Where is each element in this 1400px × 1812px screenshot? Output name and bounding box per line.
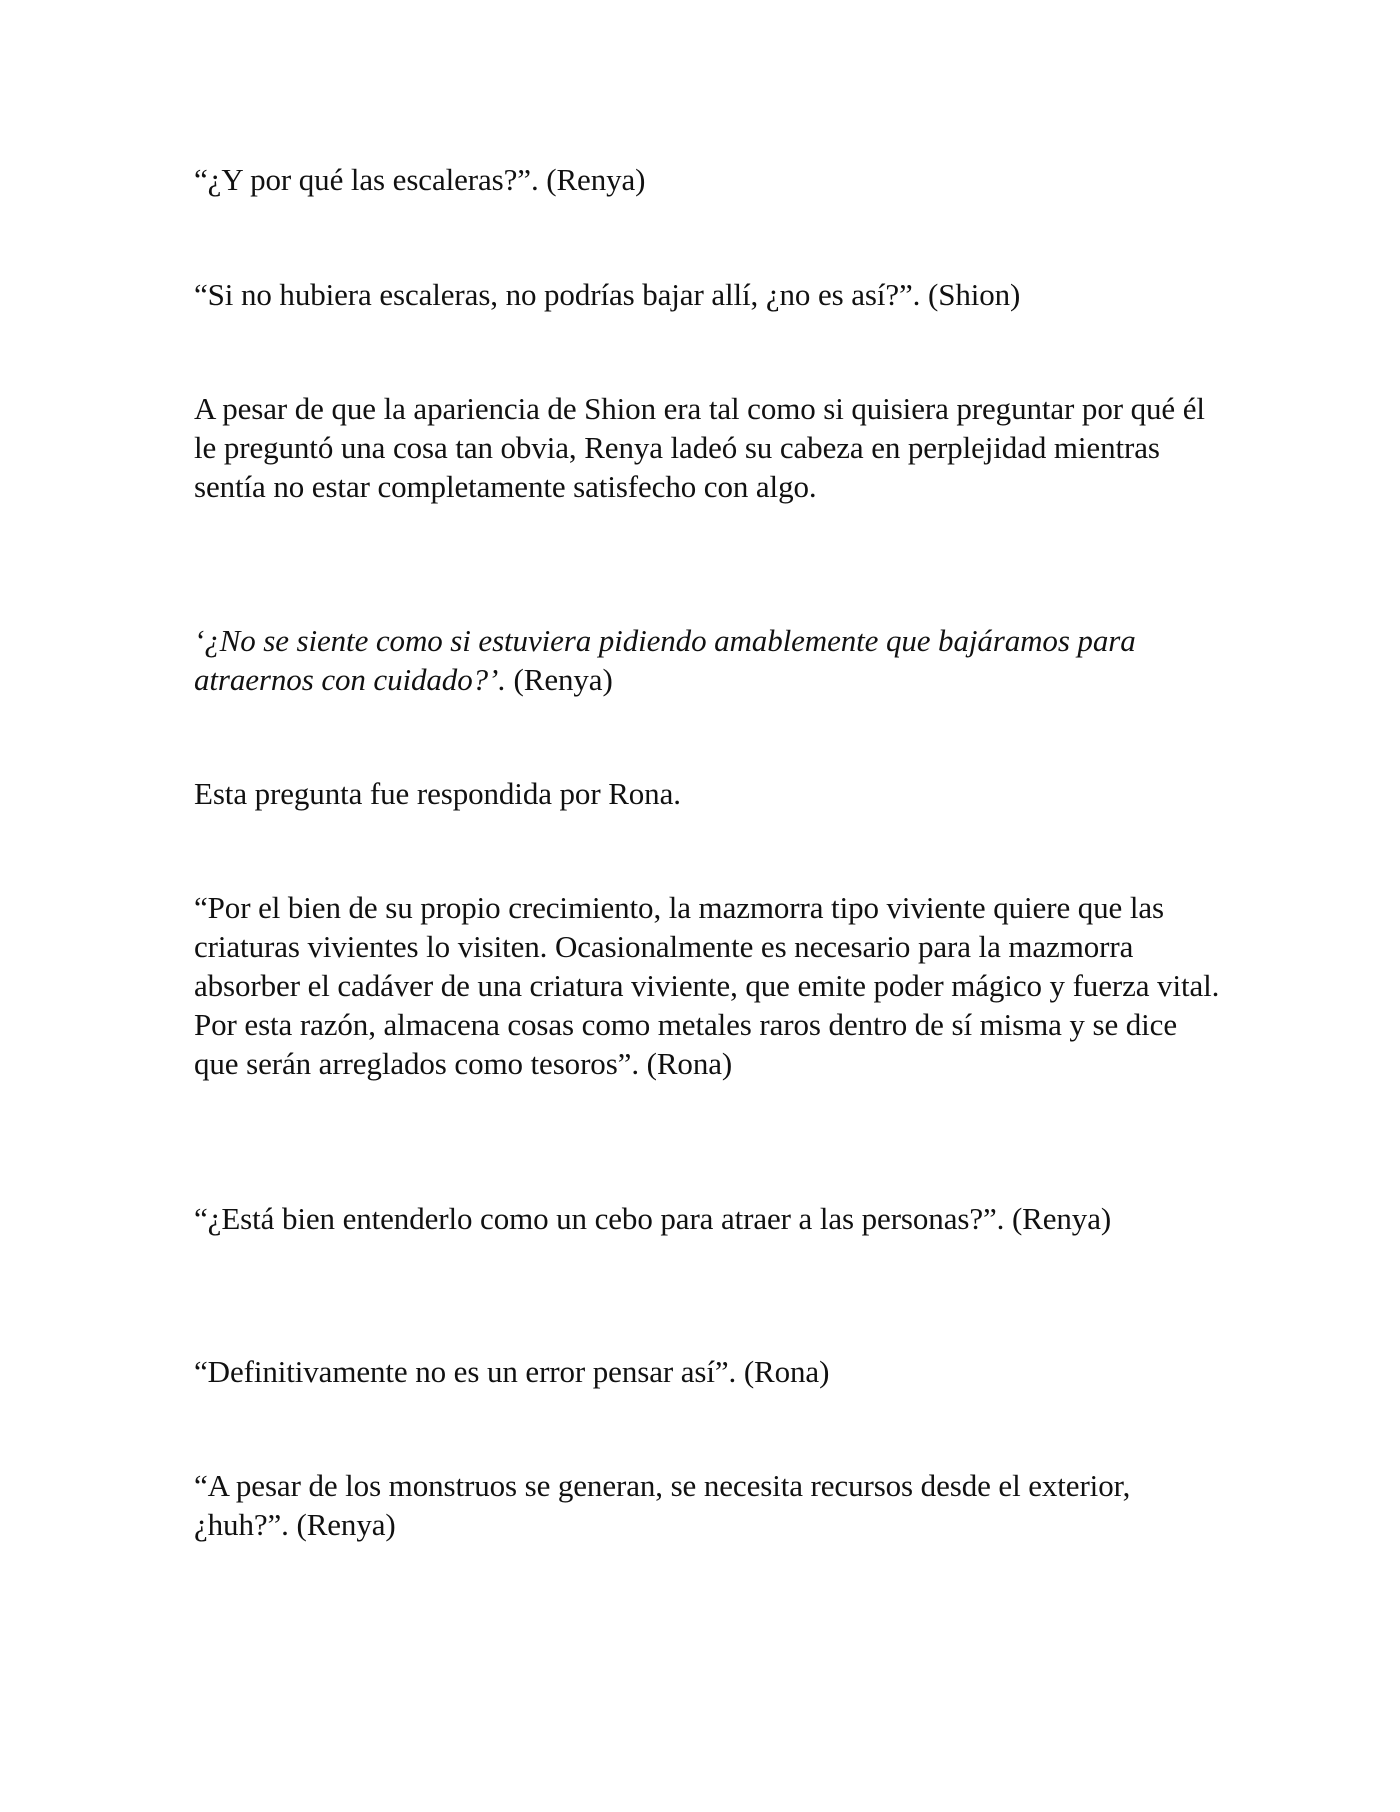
paragraph-renya-question [194,160,1224,199]
paragraph-text: Esta pregunta fue respondida por Rona. [194,776,681,811]
paragraph-text: “A pesar de los monstruos se generan, se necesita recursos desde el exterior, ¿huh?”. (Renya) [194,1468,1131,1542]
paragraph-text: “Definitivamente no es un error pensar así”. (Rona) [194,1354,830,1389]
paragraph-text: “Si no hubiera escaleras, no podrías bajar allí, ¿no es así?”. (Shion) [194,277,1021,312]
paragraph-renya-resources [194,1466,1224,1544]
paragraph-italic-thought: ‘¿No se siente como si estuviera pidiendo amablemente que bajáramos para atraernos con cuidado?’. [194,623,1136,697]
paragraph-narration-rona [194,774,1224,813]
paragraph-narration-perplexity [194,389,1224,506]
paragraph-speaker-tag: (Renya) [505,662,613,697]
paragraph-renya-bait-question [194,1199,1224,1238]
paragraph-shion-reply [194,275,1224,314]
paragraph-renya-thought [194,621,1224,699]
paragraph-rona-confirm [194,1352,1224,1391]
paragraph-text: “¿Está bien entenderlo como un cebo para atraer a las personas?”. (Renya) [194,1201,1112,1236]
paragraph-text: A pesar de que la apariencia de Shion era tal como si quisiera preguntar por qué él le preguntó una cosa tan obvia, Renya ladeó su cabeza en perplejidad mientras sentía no estar completamente satisfecho con algo. [194,391,1205,504]
paragraph-rona-explanation [194,888,1224,1083]
paragraph-text: “¿Y por qué las escaleras?”. (Renya) [194,162,646,197]
paragraph-text: “Por el bien de su propio crecimiento, la mazmorra tipo viviente quiere que las criaturas vivientes lo visiten. Ocasionalmente es necesario para la mazmorra absorber el cadáver de una criatura viviente, que emite poder mágico y fuerza vital. Por esta razón, almacena cosas como metales raros dentro de sí misma y se dice que serán arreglados como tesoros”. (Rona) [194,890,1220,1081]
